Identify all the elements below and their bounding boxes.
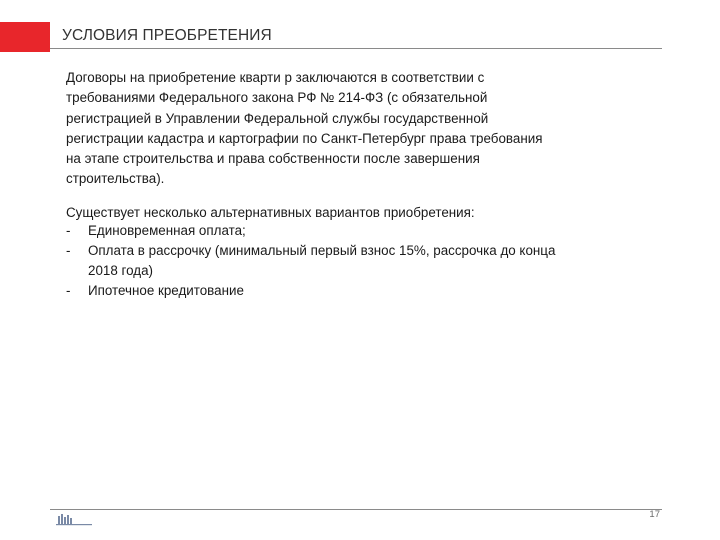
list-item — [66, 281, 656, 301]
accent-block — [0, 22, 50, 52]
slide-title: УСЛОВИЯ ПРЕОБРЕТЕНИЯ — [62, 27, 272, 44]
list-item-text: Ипотечное кредитование — [88, 283, 244, 298]
company-logo-icon — [56, 513, 94, 527]
page-number: 17 — [649, 509, 660, 520]
footer-divider — [50, 509, 662, 510]
list-item — [66, 241, 656, 281]
purchase-options-list — [66, 221, 656, 301]
list-dash: - — [66, 283, 71, 298]
list-dash: - — [66, 243, 71, 258]
list-item-text: Оплата в рассрочку (минимальный первый взнос 15%, рассрочка до конца 2018 года) — [88, 243, 556, 278]
conditions-paragraph: Договоры на приобретение кварти р заключаются в соответствии с требованиями Федерального закона РФ № 214-ФЗ (с обязательной регистрацией в Управлении Федеральной службы государственной регистрации кадастра и картографии по Санкт-Петербург права требования на этапе строительства и права собственности после завершения строительства). — [66, 70, 543, 187]
options-intro: Существует несколько альтернативных вариантов приобретения: — [66, 205, 475, 220]
list-item-text: Единовременная оплата; — [88, 223, 246, 238]
list-dash: - — [66, 223, 71, 238]
title-divider — [50, 48, 662, 49]
list-item — [66, 221, 656, 241]
